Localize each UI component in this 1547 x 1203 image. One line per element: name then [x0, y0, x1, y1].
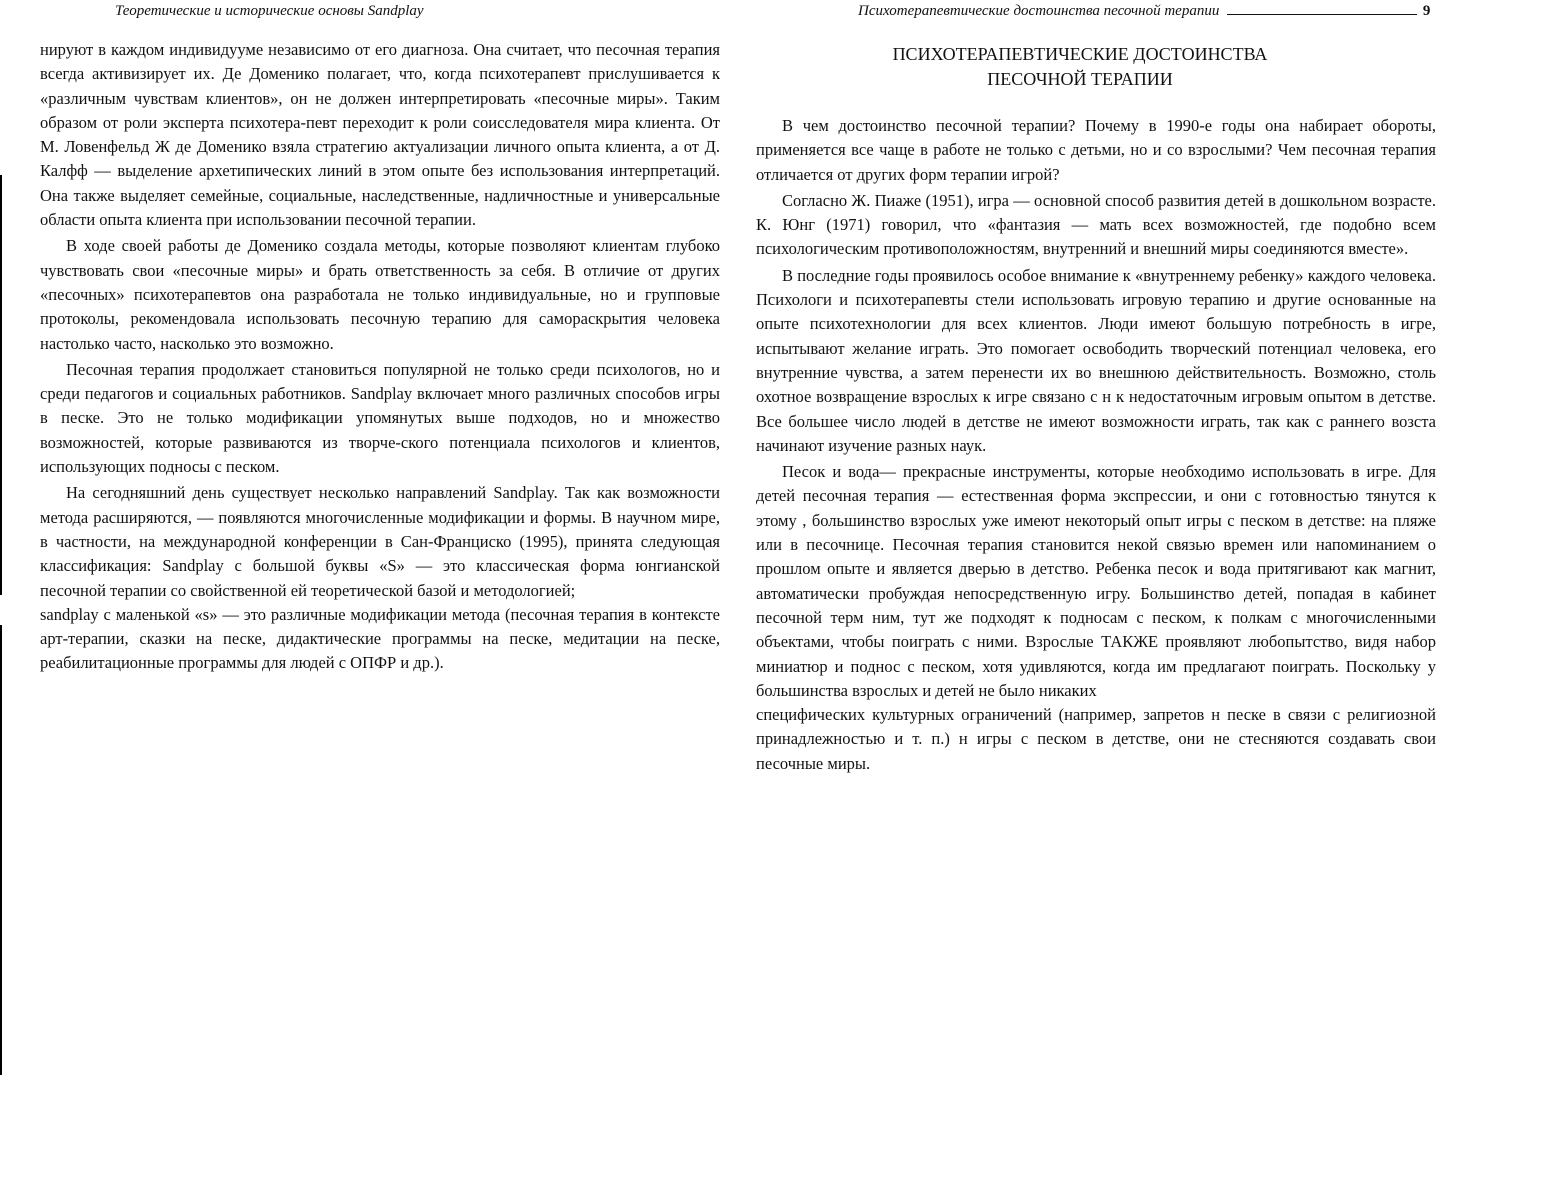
right-paragraph-1: В чем достоинство песочной терапии? Почему в 1990-е годы она набирает обороты, применяется все чаще в работе не только с детьми, но и со взрослыми? Чем песочная терапия отличается от других форм терапии игрой?: [756, 116, 1436, 184]
left-paragraph-4: На сегодняшний день существует несколько направлений Sandplay. Так как возможности метода расширяются, — появляются многочисленные модификации и формы. В научном мире, в частности, на международной конференции в Сан-Франциско (1995), принята следующая классификация: Sandplay с большой буквы «S» — это классическая форма юнгианской песочной терапии со свойственной ей теоретической базой и методологией;: [40, 483, 720, 600]
chapter-title-line-1: ПСИХОТЕРАПЕВТИЧЕСКИЕ ДОСТОИНСТВА: [892, 44, 1268, 64]
scan-edge-line: [0, 175, 2, 595]
left-column: [40, 38, 720, 676]
right-paragraph-5: специфических культурных ограничений (например, запретов н песке в связи с религиозной принадлежностью и т. п.) н игры с песком в детстве, они не стесняются создавать свои песочные миры.: [756, 705, 1436, 773]
right-column: [756, 114, 1436, 776]
left-running-head: [115, 2, 424, 20]
right-paragraph-3: В последние годы проявилось особое внимание к «внутреннему ребенку» каждого человека. Психологи и психотерапевты стели использовать игровую терапию и другие основанные на опыте психотехнологии для всех клиентов. Люди имеют большую потребность в игре, испытывают желание играть. Это помогает освободить творческий потенциал человека, его внутренние чувства, а затем перенести их во внешнюю действительность. Возможно, столь охотное возвращение взрослых к игре связано с н к недостаточным игровым опытом в детстве. Все большее число людей в детстве не имеют возможности играть, так как с раннего возста начинают изучение разных наук.: [756, 265, 1436, 455]
right-running-head: [858, 2, 1430, 20]
left-running-head-text: Теоретические и исторические основы Sandplay: [115, 3, 424, 19]
left-paragraph-2: В ходе своей работы де Доменико создала методы, которые позволяют клиентам глубоко чувствовать свои «песочные миры» и брать ответственность за себя. В отличие от других «песочных» психотерапевтов она разработала не только индивидуальные, но и групповые протоколы, рекомендовала использовать песочную терапию для самораскрытия человека настолько часто, насколько это возможно.: [40, 236, 720, 353]
left-paragraph-5: sandplay с маленькой «s» — это различные модификации метода (песочная терапия в контексте арт-терапии, сказки на песке, дидактические программы на песке, медитации на песке, реабилитационные программы для людей с ОПФР и др.).: [40, 604, 720, 673]
right-paragraph-2: Согласно Ж. Пиаже (1951), игра — основной способ развития детей в дошкольном возрасте. К. Юнг (1971) говорил, что «фантазия — мать всех возможностей, где подобно всем психологическим противоположностям, внутренний и внешний миры соединяются вместе».: [756, 190, 1436, 259]
chapter-title-line-2: ПЕСОЧНОЙ ТЕРАПИИ: [987, 69, 1173, 89]
chapter-title: [760, 42, 1400, 92]
right-paragraph-4: Песок и вода— прекрасные инструменты, которые необходимо использовать в игре. Для детей песочная терапия — естественная форма экспрессии, и они с готовностью тянутся к этому , большинство взрослых уже имеют некоторый опыт игры с песком в детстве: на пляже или в песочнице. Песочная терапия становится некой связью времен или напоминанием о прошлом опыте и является дверью в детство. Ребенка песок и вода притягивают как магнит, автоматически пробуждая непосредственную игру. Большинство детей, попадая в кабинет песочной терм ним, тут же подходят к подносам с песком, к полкам с многочисленными объектами, чтобы поиграть с ними. Взрослые ТАКЖЕ проявляют любопытство, видя набор миниатюр и поднос с песком, хотя удивляются, когда им предлагают поиграть. Поскольку у большинства взрослых и детей не было никаких: [756, 462, 1436, 700]
right-running-head-text: Психотерапевтические достоинства песочной терапии: [858, 3, 1220, 19]
page-number: 9: [1422, 3, 1431, 19]
left-paragraph-1: нируют в каждом индивидууме независимо от его диагноза. Она считает, что песочная терапия всегда активизирует их. Де Доменико полагает, что, когда психотерапевт прислушивается к «различным чувствам клиентов», он не должен интерпретировать «песочные миры». Таким образом от роли эксперта психотера-певт переходит к роли соисследователя мира клиента. От М. Ловенфельд Ж де Доменико взяла стратегию актуализации личного опыта клиента, а от Д. Калфф — выделение архетипических линий в этом опыте без использования интерпретаций. Она также выделяет семейные, социальные, наследственные, надличностные и универсальные области опыта клиента при использовании песочной терапии.: [40, 40, 720, 230]
scan-edge-line: [0, 625, 2, 1075]
running-head-rule: [1227, 2, 1417, 15]
left-paragraph-3: Песочная терапия продолжает становиться популярной не только среди психологов, но и среди педагогов и социальных работников. Sandplay включает много различных способов игры в песке. Это не только модификации упомянутых выше подходов, но и множество возможностей, которые развиваются из творче-ского потенциала психологов и клиентов, использующих подносы с песком.: [40, 359, 720, 477]
